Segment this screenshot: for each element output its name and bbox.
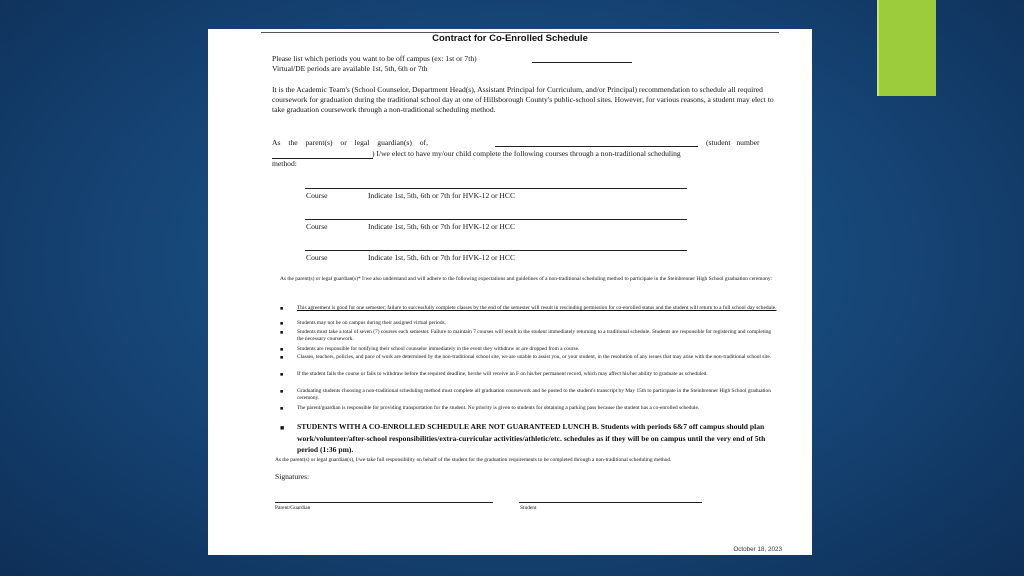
bullet-item-8: The parent/guardian is responsible for providing transportation for the student. No priority is given to students for obtaining a parking pass because the student has a co-enrolled schedule. [297, 405, 700, 411]
document-page [208, 29, 812, 555]
bullet-marker: ■ [280, 347, 284, 353]
bullet-marker: ■ [280, 330, 284, 336]
bullet-item-7: Graduating students choosing a non-traditional scheduling method must complete all graduation coursework and be posted to the student's transcript by May 15th to participate in the Steinbrenner High School graduation ceremony. [297, 388, 771, 401]
course-indicate-1: Indicate 1st, 5th, 6th or 7th for HVK-12 or HCC [368, 191, 516, 200]
bullet-marker: ■ [280, 355, 284, 361]
course-line-3 [305, 250, 687, 251]
periods-prompt: Please list which periods you want to be off campus (ex: 1st or 7th) [272, 54, 477, 63]
student-label: Student [520, 505, 537, 511]
bullet-marker: ■ [280, 389, 284, 395]
course-indicate-3: Indicate 1st, 5th, 6th or 7th for HVK-12 or HCC [368, 253, 516, 262]
green-accent-block [877, 0, 936, 96]
recommendation-paragraph: It is the Academic Team's (School Counselor, Department Head(s), Assistant Principal for Curriculum, and/or Principal) recommendation to schedule all required coursework for graduation during the traditional school day at one of Hillsborough County's public-school sites. However, for various reasons, a student may elect to take graduation coursework through a non-traditional scheduling method. [272, 85, 774, 114]
parent-guardian-label: Parent/Guardian [275, 505, 311, 511]
course-indicate-2: Indicate 1st, 5th, 6th or 7th for HVK-12 or HCC [368, 222, 516, 231]
bullet-marker: ■ [280, 406, 284, 412]
document-title: Contract for Co-Enrolled Schedule [432, 33, 588, 44]
student-number-label: (student number [706, 138, 760, 147]
bullet-item-5: Classes, teachers, policies, and pace of work are determined by the non-traditional school site, we are unable to assist you, or your student, in the resolution of any issues that may arise with the non-traditional school site. [297, 354, 772, 360]
bullet-marker: ■ [280, 424, 285, 432]
course-line-1 [305, 188, 687, 189]
signatures-label: Signatures: [275, 472, 310, 481]
parent-line-cont: ) I/we elect to have my/our child complete the following courses through a non-traditional scheduling [372, 149, 681, 158]
child-name-blank [495, 146, 698, 147]
bullet-item-4: Students are responsible for notifying their school counselor immediately in the event they withdraw or are dropped from a course. [297, 346, 580, 352]
bullet-marker: ■ [280, 321, 284, 327]
course-label-1: Course [306, 191, 328, 200]
course-label-2: Course [306, 222, 328, 231]
bullet-item-3: Students must take a total of seven (7) courses each semester. Failure to maintain 7 courses will result in the student immediately returning to a traditional schedule. Students are responsible for registering and completing the necessary coursework. [297, 329, 772, 342]
course-label-3: Course [306, 253, 328, 262]
bullet-item-2: Students may not be on campus during their assigned virtual periods. [297, 320, 446, 326]
responsibility-paragraph: As the parent(s) or legal guardian(s), I/we take full responsibility on behalf of the student for the graduation requirements to be completed through a non-traditional scheduling method. [275, 457, 672, 463]
course-line-2 [305, 219, 687, 220]
bullet-item-1: This agreement is good for one semester; failure to successfully complete classes by the end of the semester will result in rescinding permission for co-enrolled status and the student will return to a full school day schedule. [297, 305, 777, 311]
method-label: method: [272, 159, 297, 168]
understand-paragraph: As the parent(s) or legal guardian(s)* I/we also understand and will adhere to the following expectations and guidelines of a non-traditional scheduling method to participate in the Steinbrenner High School graduation ceremony: [280, 276, 773, 282]
bullet-item-6: If the student fails the course or fails to withdraw before the required deadline, he/she will receive an F on his/her permanent record, which may affect his/her ability to graduate as scheduled. [297, 371, 708, 377]
lunch-notice: STUDENTS WITH A CO-ENROLLED SCHEDULE ARE NOT GUARANTEED LUNCH B. Students with periods 6&7 off campus should plan work/volunteer/after-school responsibilities/extra-curricular activities/athletic/etc. schedules as if they will be on campus until the very end of 5th period (1:36 pm). [297, 422, 766, 454]
bullet-marker: ■ [280, 372, 284, 378]
periods-blank [532, 62, 632, 63]
virtual-line: Virtual/DE periods are available 1st, 5th, 6th or 7th [272, 64, 428, 73]
bullet-marker: ■ [280, 306, 284, 312]
parent-line-start: As the parent(s) or legal guardian(s) of, [272, 138, 428, 147]
student-signature-line [519, 502, 702, 503]
document-date: October 18, 2023 [733, 546, 782, 553]
parent-signature-line [275, 502, 493, 503]
